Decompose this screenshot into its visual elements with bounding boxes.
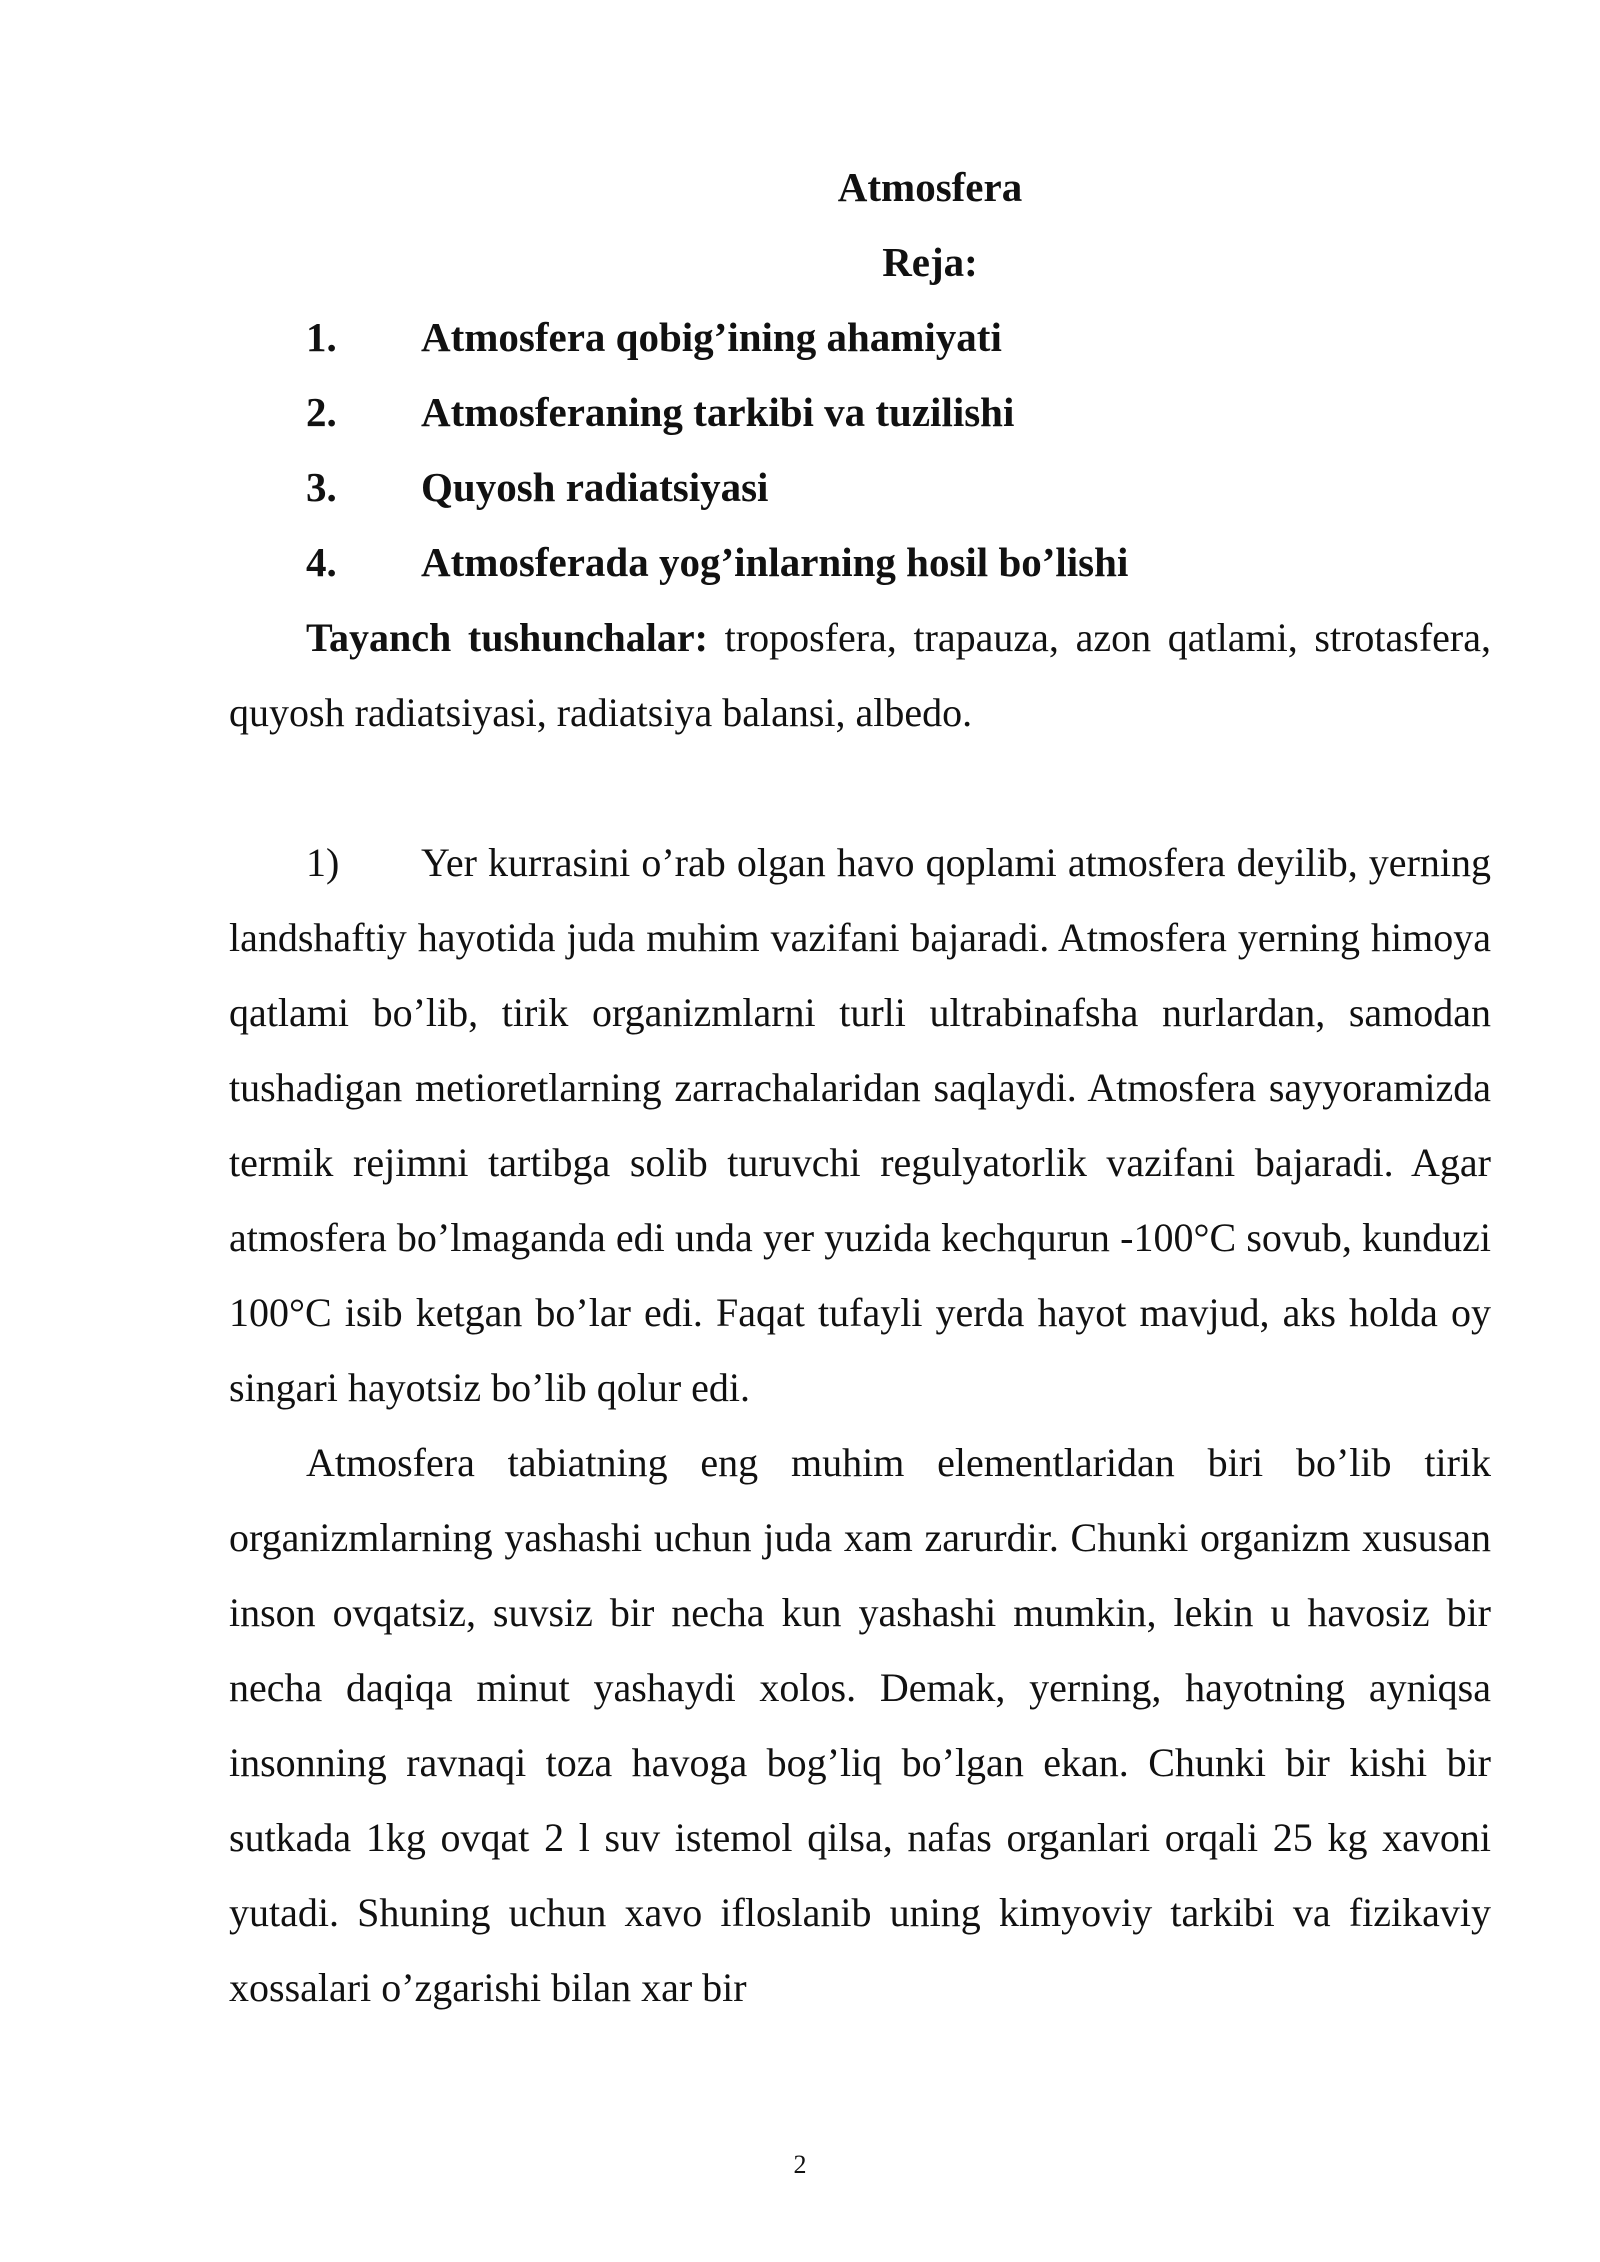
plan-item-text: Quyosh radiatsiyasi [421,464,769,510]
keywords-label: Tayanch tushunchalar: [306,615,708,660]
plan-item-number: 3. [306,464,337,510]
plan-item-2 [229,375,1491,450]
section-paragraph-1 [229,825,1491,1425]
plan-heading: Reja: [882,239,978,285]
keywords-text: troposfera, trapauza, azon qatlami, strotasfera, quyosh radiatsiyasi, radiatsiya balansi, albedo. [229,615,1491,735]
keywords-paragraph [229,600,1491,750]
paragraph-spacer [229,750,1491,825]
section-paragraph-2 [229,1425,1491,2025]
plan-item-4 [229,525,1491,600]
section-text: Atmosfera tabiatning eng muhim elementlaridan biri bo’lib tirik organizmlarning yashashi uchun juda xam zarurdir. Chunki organizm xususan inson ovqatsiz, suvsiz bir necha kun yashashi mumkin, lekin u havosiz bir necha daqiqa minut yashaydi xolos. Demak, yerning, hayotning ayniqsa insonning ravnaqi toza havoga bog’liq bo’lgan ekan. Chunki bir kishi bir sutkada 1kg ovqat 2 l suv istemol qilsa, nafas organlari orqali 25 kg xavoni yutadi. Shuning uchun xavo ifloslanib uning kimyoviy tarkibi va fizikaviy xossalari o’zgarishi bilan xar bir [229,1440,1491,2010]
plan-item-1 [229,300,1491,375]
page-number: 2 [793,2150,807,2179]
plan-item-text: Atmosferaning tarkibi va tuzilishi [421,389,1015,435]
plan-item-3 [229,450,1491,525]
plan-item-text: Atmosfera qobig’ining ahamiyati [421,314,1002,360]
section-text: Yer kurrasini o’rab olgan havo qoplami atmosfera deyilib, yerning landshaftiy hayotida juda muhim vazifani bajaradi. Atmosfera yerning himoya qatlami bo’lib, tirik organizmlarni turli ultrabinafsha nurlardan, samodan tushadigan metioretlarning zarrachalaridan saqlaydi. Atmosfera sayyoramizda termik rejimni tartibga solib turuvchi regulyatorlik vazifani bajaradi. Agar atmosfera bo’lmaganda edi unda yer yuzida kechqurun -100°C sovub, kunduzi 100°C isib ketgan bo’lar edi. Faqat tufayli yerda hayot mavjud, aks holda oy singari hayotsiz bo’lib qolur edi. [229,840,1491,1410]
plan-item-number: 1. [306,314,337,360]
plan-item-text: Atmosferada yog’inlarning hosil bo’lishi [421,539,1129,585]
document-title: Atmosfera [837,164,1023,210]
section-number: 1) [306,840,340,885]
document-page [229,150,1491,2025]
plan-item-number: 4. [306,539,337,585]
plan-item-number: 2. [306,389,337,435]
